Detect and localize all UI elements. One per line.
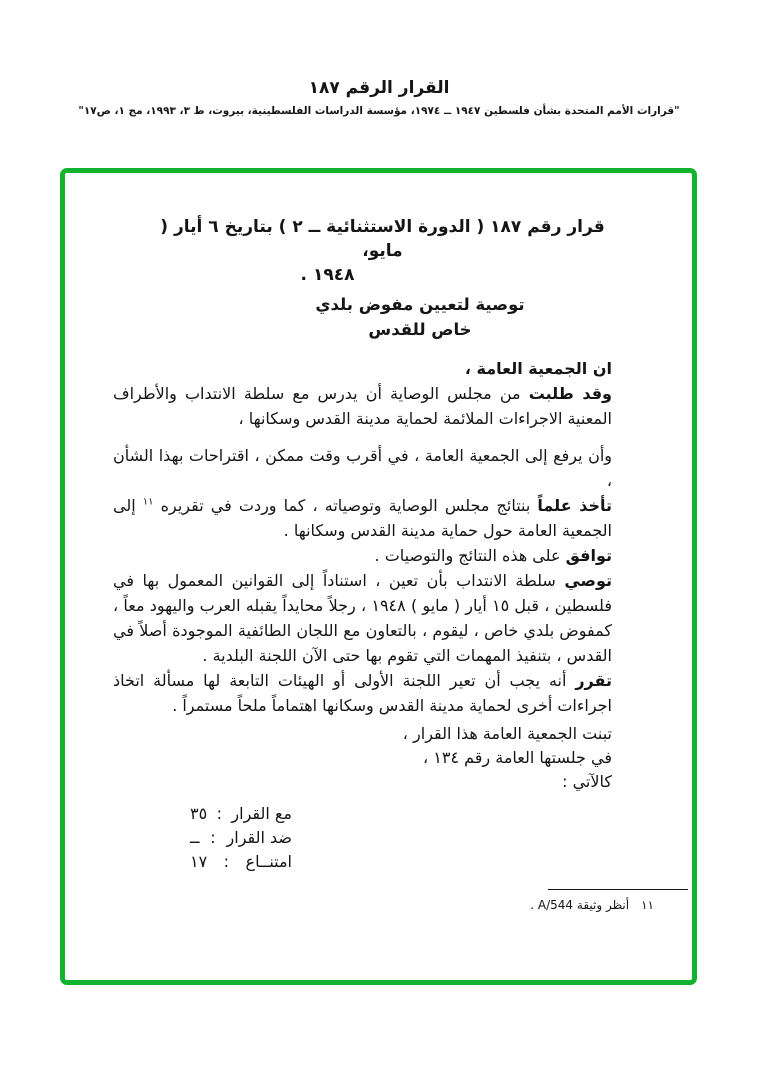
paragraph-lead: توصي [564, 571, 612, 590]
footnote-separator-rule [548, 889, 688, 890]
paragraph-preamble-3 [113, 443, 612, 493]
vote-row-against [190, 826, 292, 850]
resolution-subtitle-line1: توصية لتعيين مفوض بلدي [315, 295, 525, 314]
vote-tally [113, 802, 292, 874]
paragraph-operative-2 [113, 543, 612, 568]
adoption-line: تبنت الجمعية العامة هذا القرار ، [402, 724, 612, 743]
resolution-subtitle-line2: خاص للقدس [368, 320, 472, 339]
paragraph-body: أنه يجب أن تعير اللجنة الأولى أو الهيئات التابعة لها مسألة اتخاذ اجراءات أخرى لحماية مدينة القدس وسكانها اهتماماً ملحاً مستمراً . [113, 671, 612, 715]
paragraph-operative-4 [113, 668, 612, 718]
vote-value: ٣٥ [190, 804, 208, 823]
paragraph-preamble-1 [113, 356, 612, 381]
footnote-text: أنظر وثيقة [576, 898, 630, 912]
vote-separator: : [223, 852, 230, 871]
footnote-period: . [530, 898, 535, 912]
paragraph-body: بنتائج مجلس الوصاية وتوصياته ، كما وردت في تقريره [153, 496, 538, 515]
vote-separator: : [216, 804, 222, 823]
document-ref: A/544 [537, 898, 574, 912]
vote-label: ضد القرار [226, 828, 292, 847]
vote-value: ــ [190, 828, 200, 847]
vote-label: امتنــاع [245, 852, 292, 871]
footnote-marker: ١١ [641, 898, 654, 912]
page-title: القرار الرقم ١٨٧ [308, 78, 450, 98]
paragraph-lead: تقرر [575, 671, 612, 690]
page-header [0, 78, 758, 117]
adoption-block [113, 722, 612, 794]
vote-row-for [190, 802, 292, 826]
paragraph-operative-1 [113, 493, 612, 543]
paragraph-lead: وقد طلبت [528, 384, 612, 403]
paragraph-lead: توافق [565, 546, 612, 565]
footnote-area [418, 889, 688, 912]
adoption-line: كالآتي : [562, 772, 612, 791]
footnote-reference: ١١ [142, 496, 154, 508]
resolution-heading-line1: قرار رقم ١٨٧ ( الدورة الاستثنائية ــ ٢ ) بتاريخ ٦ أيار ( مايو، [160, 217, 605, 261]
resolution-subtitle [113, 292, 612, 342]
highlight-border-box [60, 168, 697, 985]
footnote-line [418, 898, 688, 912]
vote-separator: : [210, 828, 216, 847]
vote-label: مع القرار [231, 804, 292, 823]
resolution-heading [113, 215, 612, 287]
resolution-text [113, 356, 612, 718]
paragraph-preamble-2 [113, 381, 612, 431]
adoption-line: في جلستها العامة رقم ١٣٤ ، [423, 748, 612, 767]
resolution-heading-line2: ١٩٤٨ . [300, 265, 355, 285]
paragraph-lead: تأخذ علماً [537, 496, 613, 515]
document-body [65, 173, 692, 980]
paragraph-body: وأن يرفع إلى الجمعية العامة ، في أقرب وقت ممكن ، اقتراحات بهذا الشأن ، [113, 446, 612, 490]
paragraph-body: سلطة الانتداب بأن تعين ، استناداً إلى القوانين المعمول بها في فلسطين ، قبل ١٥ أيار ( مايو ) ١٩٤٨ ، رجلاً محايداً يقبله العرب واليهود معاً ، كمفوض بلدي خاص ، ليقوم ، بالتعاون مع اللجان الطائفية الموجودة أصلاً في القدس ، بتنفيذ المهمات التي تقوم بها حتى الآن اللجنة البلدية . [113, 571, 612, 665]
vote-row-abstain [190, 850, 292, 874]
paragraph-operative-3 [113, 568, 612, 668]
paragraph-body: إلى الجمعية العامة حول حماية مدينة القدس وسكانها . [113, 496, 612, 540]
citation-line: "قرارات الأمم المتحدة بشأن فلسطين ١٩٤٧ ــ ١٩٧٤، مؤسسة الدراسات الفلسطينية، بيروت، ط ٣، ١٩٩٣، مج ١، ص١٧" [78, 105, 680, 117]
vote-value: ١٧ [190, 852, 208, 871]
paragraph-body: على هذه النتائج والتوصيات . [374, 546, 566, 565]
paragraph-body: من مجلس الوصاية أن يدرس مع سلطة الانتداب والأطراف المعنية الاجراءات الملائمة لحماية مدينة القدس وسكانها ، [113, 384, 612, 428]
paragraph-lead: ان الجمعية العامة ، [464, 359, 612, 378]
